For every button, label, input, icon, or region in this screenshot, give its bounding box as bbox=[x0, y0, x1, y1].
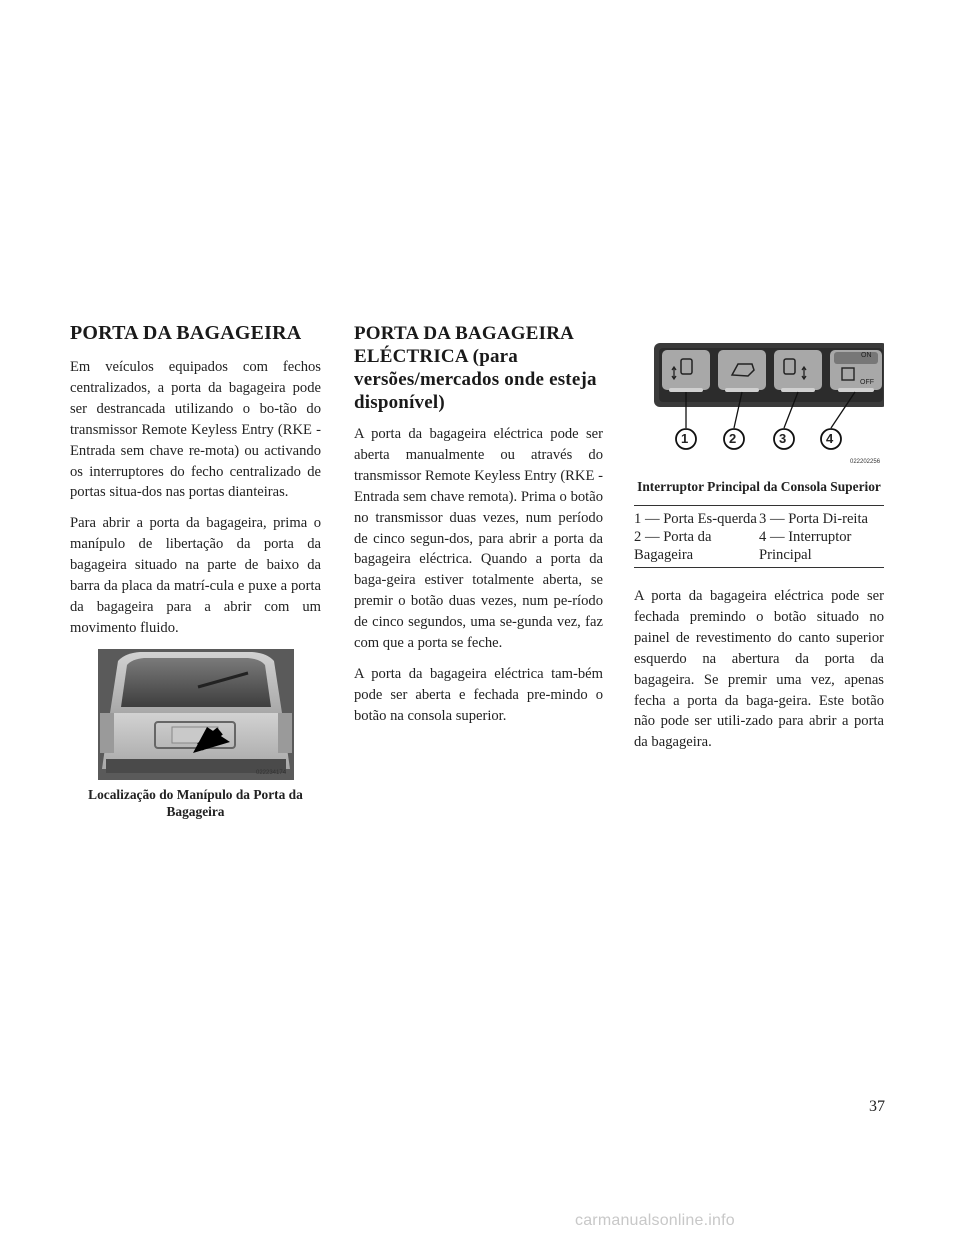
column-left bbox=[70, 322, 321, 832]
figure-caption: Localização do Manípulo da Porta da Bagageira bbox=[88, 786, 303, 819]
paragraph: A porta da bagageira eléctrica tam-bém pode ser aberta e fechada pre-mindo o botão na consola superior. bbox=[354, 665, 603, 724]
legend-item: 1 — Porta Es-querda bbox=[634, 506, 759, 529]
figure-legend-table bbox=[634, 505, 884, 568]
page-number: 37 bbox=[869, 1098, 885, 1115]
callout-3: 3 bbox=[779, 431, 787, 446]
paragraph: A porta da bagageira eléctrica pode ser aberta manualmente ou através do transmissor Remote Keyless Entry (RKE - Entrada sem chave remota). Prima o botão no transmissor duas vezes, num período de cinco segun-dos, para abrir a porta da bagageira eléctrica. Quando a porta da baga-geira estiver totalmente aberta, se premir o botão duas vezes, num pe-ríodo de cinco segundos, uma se-gunda vez, faz com que a porta se feche. bbox=[354, 426, 603, 652]
legend-item: 2 — Porta da Bagageira bbox=[634, 528, 759, 568]
callout-2: 2 bbox=[729, 431, 737, 446]
legend-item: 4 — Interruptor Principal bbox=[759, 528, 884, 568]
minivan-rear-illustration bbox=[70, 647, 321, 782]
switch-on-label: ON bbox=[861, 352, 872, 359]
column-middle bbox=[354, 322, 603, 737]
figure-caption: Interruptor Principal da Consola Superior bbox=[637, 479, 881, 494]
column-right bbox=[634, 340, 884, 763]
section-title-power-liftgate: PORTA DA BAGAGEIRA ELÉCTRICA (para versões/mercados onde esteja disponível) bbox=[354, 323, 597, 413]
figure-code: 022234174 bbox=[256, 769, 287, 776]
overhead-console-switch-illustration bbox=[634, 340, 884, 470]
paragraph: Em veículos equipados com fechos centralizados, a porta da bagageira pode ser destrancada utilizando o bo-tão do transmissor Remote Keyless Entry (RKE - Entrada sem chave re-mota) ou activando os interruptores do fecho centralizado de portas situa-dos nas portas dianteiras. bbox=[70, 359, 321, 501]
watermark: carmanualsonline.info bbox=[575, 1212, 735, 1229]
callout-4: 4 bbox=[826, 431, 834, 446]
legend-row bbox=[634, 528, 884, 568]
callout-1: 1 bbox=[681, 431, 689, 446]
legend-item: 3 — Porta Di-reita bbox=[759, 506, 884, 529]
paragraph: Para abrir a porta da bagageira, prima o manípulo de libertação da porta da bagageira situado na parte de baixo da barra da placa da matrí-cula e puxe a porta da bagageira para a abrir com um movimento fluido. bbox=[70, 515, 321, 636]
legend-row bbox=[634, 506, 884, 529]
paragraph: A porta da bagageira eléctrica pode ser fechada premindo o botão situado no painel de revestimento do canto superior esquerdo na abertura da porta da bagageira. Se premir uma vez, apenas fecha a porta da baga-geira. Este botão não pode ser utili-zado para abrir a porta da bagageira. bbox=[634, 588, 884, 751]
overhead-console-switch-figure bbox=[634, 340, 884, 470]
switch-off-label: OFF bbox=[860, 379, 874, 386]
liftgate-handle-figure bbox=[70, 647, 321, 782]
figure-code: 022202256 bbox=[850, 459, 881, 465]
section-title-liftgate: PORTA DA BAGAGEIRA bbox=[70, 322, 302, 344]
